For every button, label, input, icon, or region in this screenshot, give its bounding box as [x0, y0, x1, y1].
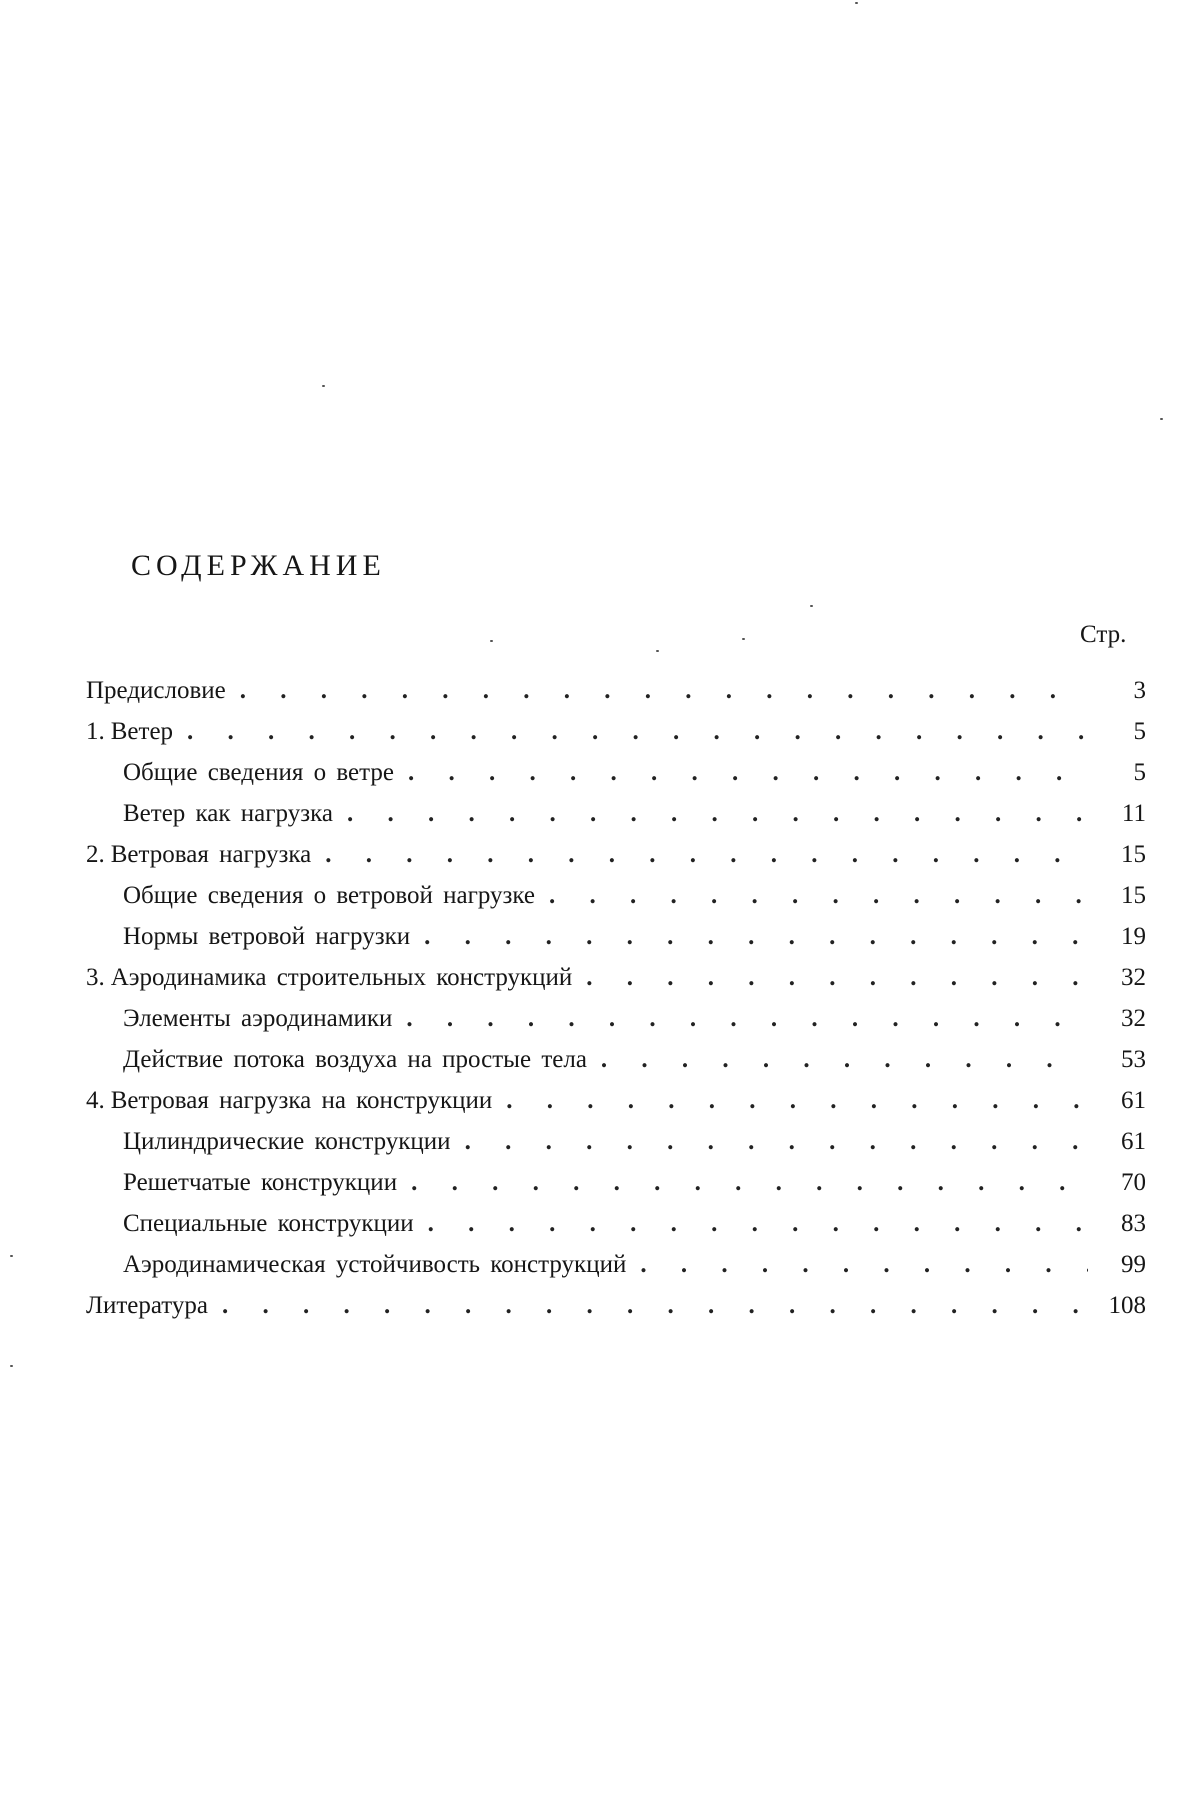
toc-entry-title: Аэродинамика строительных конструкций	[110, 964, 573, 991]
toc-entry-title: Ветер как нагрузка	[123, 800, 333, 827]
dot-leader	[240, 670, 1088, 711]
toc-entry-page-number: 19	[1121, 923, 1146, 950]
toc-entry	[86, 916, 1146, 957]
toc-entry-page-number: 15	[1121, 882, 1146, 909]
toc-entry-page-number: 70	[1121, 1169, 1146, 1196]
toc-entry-page-number: 3	[1133, 677, 1146, 704]
toc-entry-page-number: 15	[1121, 841, 1146, 868]
toc-entry-title: Общие сведения о ветровой нагрузке	[123, 882, 535, 909]
toc-entry-page-number: 108	[1108, 1292, 1146, 1319]
dot-leader	[586, 957, 1088, 998]
scan-speck	[810, 605, 813, 607]
toc-entry-page-number: 83	[1121, 1210, 1146, 1237]
toc-entry-page-number: 11	[1121, 800, 1146, 827]
scan-speck	[742, 638, 745, 640]
toc-entry-title: Нормы ветровой нагрузки	[123, 923, 411, 950]
dot-leader	[601, 1039, 1088, 1080]
toc-entry-title: Действие потока воздуха на простые тела	[123, 1046, 587, 1073]
toc-entry-title: Литература	[86, 1292, 208, 1319]
toc-entry-number: 4.	[86, 1087, 105, 1114]
scan-speck	[1160, 418, 1163, 420]
toc-entry	[86, 1121, 1146, 1162]
dot-leader	[640, 1244, 1088, 1285]
toc-entry	[86, 875, 1146, 916]
dot-leader	[411, 1162, 1088, 1203]
scan-speck	[322, 385, 325, 387]
toc-entry-title: Решетчатые конструкции	[123, 1169, 398, 1196]
toc-entry	[86, 711, 1146, 752]
toc-entry-title: Цилиндрические конструкции	[123, 1128, 451, 1155]
toc-entry	[86, 834, 1146, 875]
page-column-label: Стр.	[1080, 621, 1127, 648]
toc-entry-number: 1.	[86, 718, 105, 745]
table-of-contents	[86, 670, 1146, 1326]
scan-speck	[10, 1365, 13, 1367]
dot-leader	[347, 793, 1088, 834]
toc-entry-page-number: 32	[1121, 964, 1146, 991]
toc-entry	[86, 793, 1146, 834]
dot-leader	[549, 875, 1088, 916]
toc-entry	[86, 752, 1146, 793]
toc-entry	[86, 670, 1146, 711]
toc-entry-title: Аэродинамическая устойчивость конструкций	[123, 1251, 627, 1278]
toc-entry-title: Предисловие	[86, 677, 226, 704]
dot-leader	[428, 1203, 1088, 1244]
toc-entry-page-number: 5	[1133, 718, 1146, 745]
dot-leader	[325, 834, 1088, 875]
toc-entry	[86, 1080, 1146, 1121]
toc-entry-page-number: 53	[1121, 1046, 1146, 1073]
scan-speck	[490, 640, 493, 642]
dot-leader	[506, 1080, 1088, 1121]
toc-entry-title: Специальные конструкции	[123, 1210, 414, 1237]
scan-speck	[10, 1255, 13, 1257]
toc-entry-page-number: 5	[1133, 759, 1146, 786]
toc-entry-page-number: 61	[1121, 1087, 1146, 1114]
toc-entry	[86, 957, 1146, 998]
toc-entry-page-number: 99	[1121, 1251, 1146, 1278]
toc-entry-page-number: 32	[1121, 1005, 1146, 1032]
toc-entry-title: Общие сведения о ветре	[123, 759, 394, 786]
toc-entry	[86, 1162, 1146, 1203]
toc-entry	[86, 1039, 1146, 1080]
toc-heading: СОДЕРЖАНИЕ	[131, 549, 386, 582]
toc-entry-number: 2.	[86, 841, 105, 868]
toc-entry-title: Элементы аэродинамики	[123, 1005, 393, 1032]
dot-leader	[465, 1121, 1088, 1162]
dot-leader	[222, 1285, 1088, 1326]
toc-entry	[86, 1244, 1146, 1285]
toc-entry-number: 3.	[86, 964, 105, 991]
dot-leader	[408, 752, 1088, 793]
toc-entry-title: Ветровая нагрузка на конструкции	[110, 1087, 493, 1114]
toc-entry	[86, 1203, 1146, 1244]
toc-entry	[86, 1285, 1146, 1326]
dot-leader	[406, 998, 1088, 1039]
scan-speck	[855, 2, 858, 4]
dot-leader	[187, 711, 1088, 752]
dot-leader	[424, 916, 1088, 957]
toc-entry-title: Ветровая нагрузка	[110, 841, 312, 868]
scan-speck	[656, 650, 659, 652]
toc-entry-page-number: 61	[1121, 1128, 1146, 1155]
toc-entry-title: Ветер	[110, 718, 174, 745]
toc-entry	[86, 998, 1146, 1039]
